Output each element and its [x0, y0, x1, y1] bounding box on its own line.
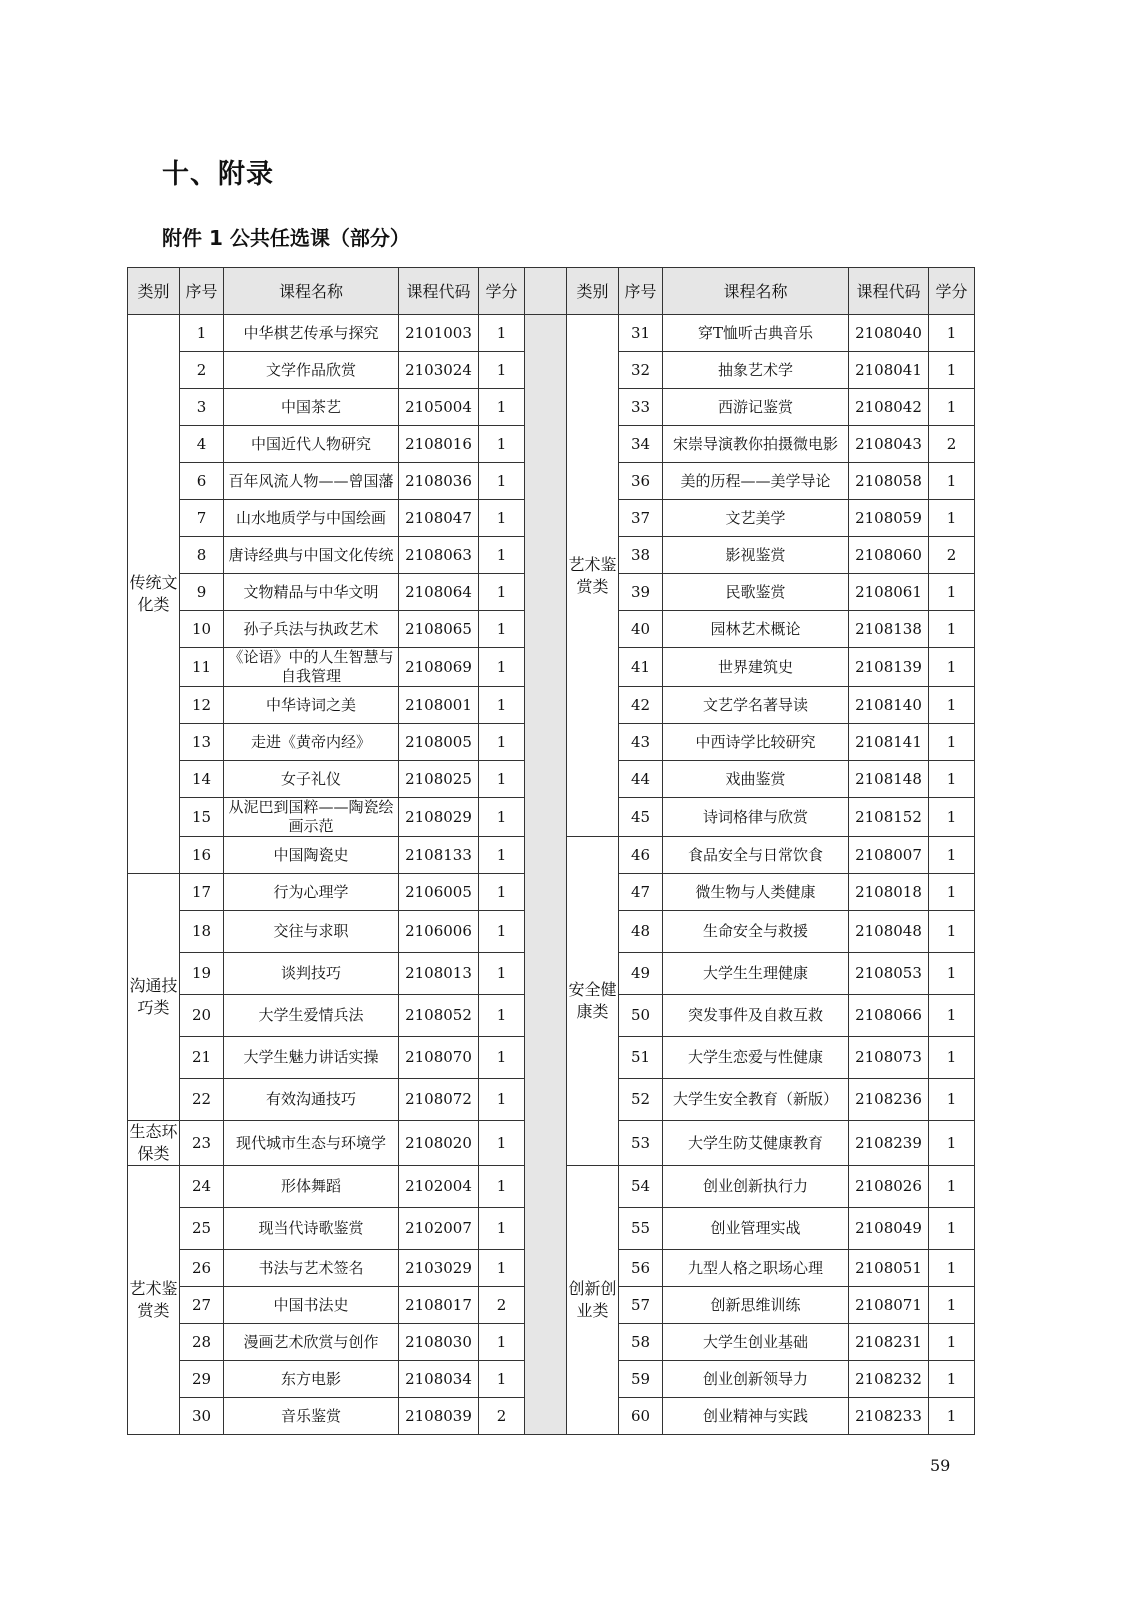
course-code: 2105004: [399, 389, 479, 426]
course-name: 大学生恋爱与性健康: [663, 1037, 849, 1079]
course-name: 创业管理实战: [663, 1208, 849, 1250]
row-number: 2: [180, 352, 224, 389]
course-name: 文艺美学: [663, 500, 849, 537]
course-code: 2108030: [399, 1324, 479, 1361]
course-name: 文学作品欣赏: [224, 352, 399, 389]
course-name: 生命安全与救援: [663, 911, 849, 953]
course-code: 2108016: [399, 426, 479, 463]
course-code: 2103024: [399, 352, 479, 389]
attachment-title: 附件 1 公共任选课（部分）: [162, 226, 410, 250]
course-code: 2108140: [849, 687, 929, 724]
table-row: [128, 315, 975, 352]
header-course-code: 课程代码: [849, 268, 929, 315]
course-code: 2108025: [399, 761, 479, 798]
course-credit: 1: [929, 611, 975, 648]
course-name: 中国茶艺: [224, 389, 399, 426]
course-credit: 1: [929, 911, 975, 953]
row-number: 39: [619, 574, 663, 611]
course-credit: 1: [479, 1037, 525, 1079]
category-cell: 生态环保类: [128, 1121, 180, 1166]
row-number: 40: [619, 611, 663, 648]
course-name: 大学生安全教育（新版）: [663, 1079, 849, 1121]
course-code: 2108049: [849, 1208, 929, 1250]
course-name: 大学生创业基础: [663, 1324, 849, 1361]
course-name: 漫画艺术欣赏与创作: [224, 1324, 399, 1361]
course-code: 2103029: [399, 1250, 479, 1287]
course-code: 2108063: [399, 537, 479, 574]
course-code: 2108133: [399, 837, 479, 874]
course-name: 民歌鉴赏: [663, 574, 849, 611]
course-code: 2108071: [849, 1287, 929, 1324]
course-credit: 1: [929, 574, 975, 611]
header-course-code: 课程代码: [399, 268, 479, 315]
course-name: 谈判技巧: [224, 953, 399, 995]
section-heading: 十、附录: [162, 159, 274, 190]
row-number: 17: [180, 874, 224, 911]
course-code: 2108053: [849, 953, 929, 995]
row-number: 14: [180, 761, 224, 798]
course-name: 现代城市生态与环境学: [224, 1121, 399, 1166]
course-credit: 1: [479, 1250, 525, 1287]
course-code: 2108064: [399, 574, 479, 611]
header-credit: 学分: [929, 268, 975, 315]
row-number: 32: [619, 352, 663, 389]
course-code: 2108041: [849, 352, 929, 389]
course-code: 2108152: [849, 798, 929, 837]
course-name: 园林艺术概论: [663, 611, 849, 648]
course-code: 2108232: [849, 1361, 929, 1398]
row-number: 23: [180, 1121, 224, 1166]
row-number: 60: [619, 1398, 663, 1435]
row-number: 12: [180, 687, 224, 724]
course-name: 女子礼仪: [224, 761, 399, 798]
course-code: 2108239: [849, 1121, 929, 1166]
course-credit: 1: [929, 761, 975, 798]
row-number: 15: [180, 798, 224, 837]
row-number: 45: [619, 798, 663, 837]
course-code: 2108061: [849, 574, 929, 611]
course-name: 大学生生理健康: [663, 953, 849, 995]
course-credit: 1: [479, 1361, 525, 1398]
row-number: 1: [180, 315, 224, 352]
row-number: 28: [180, 1324, 224, 1361]
course-credit: 1: [479, 1166, 525, 1208]
course-credit: 1: [929, 1250, 975, 1287]
course-credit: 1: [479, 874, 525, 911]
row-number: 43: [619, 724, 663, 761]
course-name: 中国书法史: [224, 1287, 399, 1324]
course-credit: 2: [929, 426, 975, 463]
course-name: 美的历程——美学导论: [663, 463, 849, 500]
course-credit: 2: [929, 537, 975, 574]
row-number: 36: [619, 463, 663, 500]
course-code: 2108040: [849, 315, 929, 352]
category-cell: 安全健康类: [567, 837, 619, 1166]
row-number: 51: [619, 1037, 663, 1079]
course-code: 2102007: [399, 1208, 479, 1250]
course-credit: 2: [479, 1398, 525, 1435]
course-name: 微生物与人类健康: [663, 874, 849, 911]
row-number: 37: [619, 500, 663, 537]
row-number: 26: [180, 1250, 224, 1287]
course-code: 2108058: [849, 463, 929, 500]
row-number: 3: [180, 389, 224, 426]
course-credit: 1: [929, 874, 975, 911]
row-number: 6: [180, 463, 224, 500]
course-name: 文艺学名著导读: [663, 687, 849, 724]
course-code: 2108039: [399, 1398, 479, 1435]
row-number: 59: [619, 1361, 663, 1398]
course-name: 中华诗词之美: [224, 687, 399, 724]
page-number: 59: [930, 1456, 951, 1475]
course-credit: 1: [929, 1037, 975, 1079]
row-number: 33: [619, 389, 663, 426]
row-number: 9: [180, 574, 224, 611]
row-number: 8: [180, 537, 224, 574]
course-credit: 1: [929, 995, 975, 1037]
course-code: 2108017: [399, 1287, 479, 1324]
course-code: 2108070: [399, 1037, 479, 1079]
column-divider: [525, 315, 567, 1435]
course-code: 2108013: [399, 953, 479, 995]
course-code: 2108042: [849, 389, 929, 426]
course-credit: 1: [929, 687, 975, 724]
row-number: 30: [180, 1398, 224, 1435]
course-code: 2106006: [399, 911, 479, 953]
course-name: 大学生魅力讲话实操: [224, 1037, 399, 1079]
course-credit: 1: [479, 500, 525, 537]
row-number: 49: [619, 953, 663, 995]
course-name: 行为心理学: [224, 874, 399, 911]
course-credit: 1: [929, 500, 975, 537]
header-number: 序号: [619, 268, 663, 315]
course-credit: 1: [929, 315, 975, 352]
course-code: 2108020: [399, 1121, 479, 1166]
course-code: 2108065: [399, 611, 479, 648]
course-credit: 1: [479, 911, 525, 953]
course-name: 中国近代人物研究: [224, 426, 399, 463]
course-name: 音乐鉴赏: [224, 1398, 399, 1435]
course-credit: 1: [479, 426, 525, 463]
course-credit: 1: [479, 1079, 525, 1121]
course-name: 山水地质学与中国绘画: [224, 500, 399, 537]
category-cell: 沟通技巧类: [128, 874, 180, 1121]
course-code: 2108141: [849, 724, 929, 761]
course-name: 创业精神与实践: [663, 1398, 849, 1435]
category-cell: 艺术鉴赏类: [567, 315, 619, 837]
course-code: 2108036: [399, 463, 479, 500]
course-name: 创业创新执行力: [663, 1166, 849, 1208]
course-code: 2102004: [399, 1166, 479, 1208]
course-code: 2108073: [849, 1037, 929, 1079]
course-name: 创业创新领导力: [663, 1361, 849, 1398]
course-name: 现当代诗歌鉴赏: [224, 1208, 399, 1250]
course-credit: 1: [929, 837, 975, 874]
course-name: 大学生爱情兵法: [224, 995, 399, 1037]
course-credit: 1: [479, 537, 525, 574]
course-credit: 1: [479, 1121, 525, 1166]
course-name: 中华棋艺传承与探究: [224, 315, 399, 352]
course-code: 2108236: [849, 1079, 929, 1121]
course-name: 中西诗学比较研究: [663, 724, 849, 761]
row-number: 55: [619, 1208, 663, 1250]
course-credit: 1: [929, 1361, 975, 1398]
row-number: 29: [180, 1361, 224, 1398]
course-credit: 1: [929, 724, 975, 761]
course-name: 孙子兵法与执政艺术: [224, 611, 399, 648]
course-credit: 1: [479, 837, 525, 874]
course-credit: 1: [929, 1121, 975, 1166]
course-credit: 1: [929, 1166, 975, 1208]
course-credit: 1: [479, 389, 525, 426]
course-code: 2108139: [849, 648, 929, 687]
course-code: 2106005: [399, 874, 479, 911]
course-credit: 1: [479, 611, 525, 648]
course-credit: 1: [479, 687, 525, 724]
course-code: 2108231: [849, 1324, 929, 1361]
course-name: 西游记鉴赏: [663, 389, 849, 426]
header-course-name: 课程名称: [224, 268, 399, 315]
row-number: 46: [619, 837, 663, 874]
course-name: 九型人格之职场心理: [663, 1250, 849, 1287]
elective-course-table: [127, 267, 975, 1435]
row-number: 19: [180, 953, 224, 995]
course-name: 创新思维训练: [663, 1287, 849, 1324]
course-credit: 1: [929, 463, 975, 500]
row-number: 58: [619, 1324, 663, 1361]
row-number: 7: [180, 500, 224, 537]
course-credit: 1: [929, 1079, 975, 1121]
row-number: 34: [619, 426, 663, 463]
course-credit: 1: [479, 574, 525, 611]
course-credit: 1: [479, 953, 525, 995]
row-number: 13: [180, 724, 224, 761]
course-name: 形体舞蹈: [224, 1166, 399, 1208]
course-name: 东方电影: [224, 1361, 399, 1398]
course-credit: 1: [929, 1398, 975, 1435]
category-cell: 传统文化类: [128, 315, 180, 874]
course-code: 2108060: [849, 537, 929, 574]
row-number: 38: [619, 537, 663, 574]
course-credit: 1: [479, 1324, 525, 1361]
row-number: 44: [619, 761, 663, 798]
course-credit: 1: [929, 1324, 975, 1361]
course-name: 世界建筑史: [663, 648, 849, 687]
row-number: 54: [619, 1166, 663, 1208]
table-header-row: [128, 268, 975, 315]
header-category: 类别: [128, 268, 180, 315]
course-name: 走进《黄帝内经》: [224, 724, 399, 761]
course-code: 2108066: [849, 995, 929, 1037]
course-name: 中国陶瓷史: [224, 837, 399, 874]
course-credit: 1: [929, 352, 975, 389]
course-code: 2108043: [849, 426, 929, 463]
row-number: 21: [180, 1037, 224, 1079]
course-name: 交往与求职: [224, 911, 399, 953]
course-code: 2108007: [849, 837, 929, 874]
course-code: 2108048: [849, 911, 929, 953]
course-code: 2108138: [849, 611, 929, 648]
course-code: 2108069: [399, 648, 479, 687]
course-credit: 1: [929, 389, 975, 426]
category-cell: 创新创业类: [567, 1166, 619, 1435]
course-credit: 1: [929, 1287, 975, 1324]
course-name: 突发事件及自救互救: [663, 995, 849, 1037]
course-name: 抽象艺术学: [663, 352, 849, 389]
header-category: 类别: [567, 268, 619, 315]
course-credit: 1: [929, 953, 975, 995]
row-number: 47: [619, 874, 663, 911]
row-number: 4: [180, 426, 224, 463]
row-number: 41: [619, 648, 663, 687]
course-code: 2108018: [849, 874, 929, 911]
row-number: 22: [180, 1079, 224, 1121]
row-number: 18: [180, 911, 224, 953]
course-name: 诗词格律与欣赏: [663, 798, 849, 837]
row-number: 10: [180, 611, 224, 648]
course-code: 2108034: [399, 1361, 479, 1398]
row-number: 25: [180, 1208, 224, 1250]
header-number: 序号: [180, 268, 224, 315]
course-name: 百年风流人物——曾国藩: [224, 463, 399, 500]
course-name: 从泥巴到国粹——陶瓷绘画示范: [224, 798, 399, 837]
course-credit: 1: [479, 761, 525, 798]
course-code: 2108026: [849, 1166, 929, 1208]
row-number: 24: [180, 1166, 224, 1208]
course-code: 2108001: [399, 687, 479, 724]
row-number: 31: [619, 315, 663, 352]
course-code: 2108059: [849, 500, 929, 537]
course-credit: 1: [929, 648, 975, 687]
course-credit: 1: [479, 1208, 525, 1250]
row-number: 42: [619, 687, 663, 724]
course-credit: 1: [479, 463, 525, 500]
course-name: 穿T恤听古典音乐: [663, 315, 849, 352]
category-cell: 艺术鉴赏类: [128, 1166, 180, 1435]
row-number: 11: [180, 648, 224, 687]
course-credit: 2: [479, 1287, 525, 1324]
course-credit: 1: [479, 352, 525, 389]
row-number: 53: [619, 1121, 663, 1166]
course-name: 文物精品与中华文明: [224, 574, 399, 611]
header-course-name: 课程名称: [663, 268, 849, 315]
course-code: 2108233: [849, 1398, 929, 1435]
course-code: 2108148: [849, 761, 929, 798]
course-name: 影视鉴赏: [663, 537, 849, 574]
row-number: 57: [619, 1287, 663, 1324]
course-credit: 1: [479, 798, 525, 837]
row-number: 56: [619, 1250, 663, 1287]
course-code: 2108029: [399, 798, 479, 837]
course-code: 2108047: [399, 500, 479, 537]
row-number: 20: [180, 995, 224, 1037]
course-name: 书法与艺术签名: [224, 1250, 399, 1287]
course-code: 2108072: [399, 1079, 479, 1121]
course-credit: 1: [479, 315, 525, 352]
course-name: 《论语》中的人生智慧与自我管理: [224, 648, 399, 687]
course-credit: 1: [479, 724, 525, 761]
course-name: 有效沟通技巧: [224, 1079, 399, 1121]
course-name: 大学生防艾健康教育: [663, 1121, 849, 1166]
row-number: 27: [180, 1287, 224, 1324]
course-code: 2108005: [399, 724, 479, 761]
course-name: 唐诗经典与中国文化传统: [224, 537, 399, 574]
course-credit: 1: [929, 1208, 975, 1250]
column-divider: [525, 268, 567, 315]
course-code: 2101003: [399, 315, 479, 352]
course-name: 食品安全与日常饮食: [663, 837, 849, 874]
row-number: 50: [619, 995, 663, 1037]
row-number: 16: [180, 837, 224, 874]
course-name: 戏曲鉴赏: [663, 761, 849, 798]
row-number: 52: [619, 1079, 663, 1121]
course-code: 2108052: [399, 995, 479, 1037]
course-code: 2108051: [849, 1250, 929, 1287]
course-credit: 1: [479, 995, 525, 1037]
course-name: 宋崇导演教你拍摄微电影: [663, 426, 849, 463]
course-credit: 1: [929, 798, 975, 837]
course-credit: 1: [479, 648, 525, 687]
header-credit: 学分: [479, 268, 525, 315]
row-number: 48: [619, 911, 663, 953]
